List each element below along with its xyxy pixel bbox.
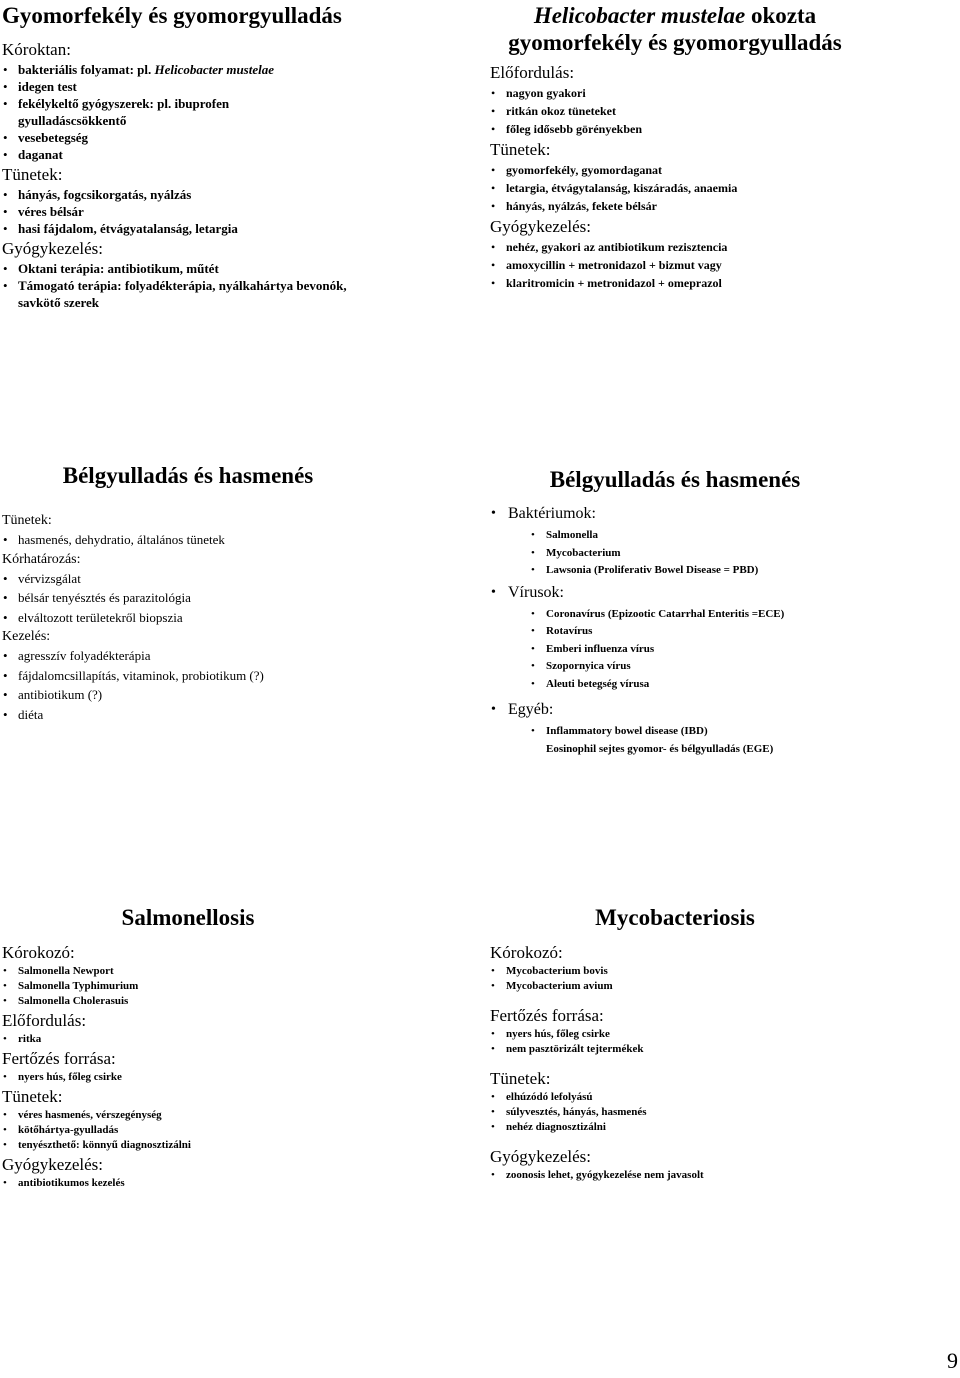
section-heading: Előfordulás: [490, 63, 575, 82]
slide-title: Gyomorfekély és gyomorgyulladás [2, 3, 342, 28]
list-item: • hányás, nyálzás, fekete bélsár [490, 197, 950, 215]
list-gyogykezeles [2, 1176, 462, 1191]
list-item: • Baktériumok: [490, 501, 950, 527]
section-heading: Gyógykezelés: [2, 239, 104, 258]
section-heading: Kórokozó: [490, 943, 563, 962]
slide-belgyulladas-1 [2, 462, 462, 724]
list-item: • Támogató terápia: folyadékterápia, nyálkahártya bevonók, savkötő szerek [2, 277, 348, 311]
section-heading: Tünetek: [490, 140, 551, 159]
list-categories [490, 501, 950, 527]
section-heading: Előfordulás: [2, 1011, 87, 1030]
list-bakteriumok [490, 527, 950, 580]
slide-title: Mycobacteriosis [595, 905, 755, 930]
list-item: • nagyon gyakori [490, 84, 950, 102]
list-tunetek [490, 161, 950, 215]
list-tunetek [490, 1090, 950, 1135]
list-item: • agresszív folyadékterápia [2, 646, 462, 666]
slide-helicobacter [490, 2, 950, 292]
list-item: • tenyészthető: könnyű diagnosztizálni [2, 1138, 462, 1153]
list-categories [490, 580, 950, 606]
list-item: • antibiotikumos kezelés [2, 1176, 462, 1191]
list-item: • súlyvesztés, hányás, hasmenés [490, 1105, 950, 1120]
list-item: • gyomorfekély, gyomordaganat [490, 161, 950, 179]
list-item: • ritkán okoz tüneteket [490, 102, 950, 120]
list-tunetek [2, 1108, 462, 1153]
section-heading: Tünetek: [490, 1069, 551, 1088]
list-item: • Szopornyica vírus [530, 658, 950, 676]
list-fertozes-forrasa [2, 1070, 462, 1085]
list-item: • idegen test [2, 78, 462, 95]
list-item: • letargia, étvágytalanság, kiszáradás, anaemia [490, 179, 950, 197]
list-item: • Rotavírus [530, 623, 950, 641]
list-item: • Vírusok: [490, 580, 950, 606]
list-tunetek [2, 186, 462, 237]
list-gyogykezeles [490, 238, 950, 292]
list-korhatarozas [2, 569, 462, 628]
list-korokozo [490, 964, 950, 994]
section-heading: Kórhatározás: [2, 551, 81, 567]
page-number: 9 [947, 1348, 958, 1373]
list-item: • klaritromicin + metronidazol + omeprazol [490, 274, 950, 292]
list-item: • Lawsonia (Proliferativ Bowel Disease = PBD) [530, 562, 950, 580]
list-item: • Egyéb: [490, 697, 950, 723]
section-heading: Kezelés: [2, 629, 51, 644]
list-item: • véres bélsár [2, 203, 462, 220]
list-item: • Aleuti betegség vírusa [530, 676, 950, 694]
slide-title: Helicobacter mustelae okozta gyomorfekély és gyomorgyulladás [508, 3, 842, 55]
list-gyogykezeles [2, 260, 462, 311]
list-item: • ritka [2, 1032, 462, 1047]
slide-title: Bélgyulladás és hasmenés [62, 463, 314, 488]
list-item: • főleg idősebb görényekben [490, 120, 950, 138]
list-item: • fájdalomcsillapítás, vitaminok, probiotikum (?) [2, 666, 462, 686]
list-item: • vesebetegség [2, 129, 462, 146]
section-heading: Fertőzés forrása: [2, 1049, 116, 1068]
list-item: • Mycobacterium [530, 545, 950, 563]
slide-mycobacteriosis [490, 904, 950, 1183]
list-item: • nyers hús, főleg csirke [490, 1027, 950, 1042]
slide-belgyulladas-2 [490, 466, 950, 758]
list-elofordulas [490, 84, 950, 138]
section-heading: Gyógykezelés: [2, 1155, 104, 1174]
list-virusok [490, 606, 950, 694]
list-korokozo [2, 964, 462, 1009]
list-elofordulas [2, 1032, 462, 1047]
list-item: • Salmonella Typhimurium [2, 979, 462, 994]
list-item: • hasi fájdalom, étvágyatalanság, letargia [2, 220, 462, 237]
slide-title: Bélgyulladás és hasmenés [549, 467, 801, 492]
section-heading: Gyógykezelés: [490, 217, 592, 236]
slide-title: Salmonellosis [121, 905, 255, 930]
section-heading: Fertőzés forrása: [490, 1006, 604, 1025]
list-tunetek [2, 530, 462, 550]
list-gyogykezeles [490, 1168, 950, 1183]
list-item: • bakteriális folyamat: pl. Helicobacter mustelae [2, 61, 462, 78]
list-item: • Mycobacterium bovis [490, 964, 950, 979]
list-item: • nehéz diagnosztizálni [490, 1120, 950, 1135]
list-item: • diéta [2, 705, 462, 725]
list-korotkan [2, 61, 462, 163]
list-egyeb [490, 723, 950, 741]
list-item: • daganat [2, 146, 462, 163]
list-item: • Inflammatory bowel disease (IBD) [530, 723, 950, 741]
list-item: • fekélykeltő gyógyszerek: pl. ibuprofen gyulladáscsökkentő [2, 95, 278, 129]
section-heading: Kóroktan: [2, 40, 71, 59]
list-item: • nem pasztörizált tejtermékek [490, 1042, 950, 1057]
list-item: • Emberi influenza vírus [530, 641, 950, 659]
list-item: • elváltozott területekről biopszia [2, 608, 462, 628]
list-item: • vérvizsgálat [2, 569, 462, 589]
list-item: • nyers hús, főleg csirke [2, 1070, 462, 1085]
section-heading: Tünetek: [2, 165, 63, 184]
list-fertozes-forrasa [490, 1027, 950, 1057]
slide-gyomorfekely [2, 2, 462, 311]
list-item: • hasmenés, dehydratio, általános tünetek [2, 530, 462, 550]
list-item: • antibiotikum (?) [2, 685, 462, 705]
list-item: • Salmonella Cholerasuis [2, 994, 462, 1009]
list-item: • nehéz, gyakori az antibiotikum rezisztencia [490, 238, 950, 256]
list-item: • Coronavírus (Epizootic Catarrhal Enteritis =ECE) [530, 606, 950, 624]
section-heading: Kórokozó: [2, 943, 75, 962]
list-item: • zoonosis lehet, gyógykezelése nem javasolt [490, 1168, 950, 1183]
list-item: • Salmonella [530, 527, 950, 545]
list-item: • hányás, fogcsikorgatás, nyálzás [2, 186, 462, 203]
section-heading: Gyógykezelés: [490, 1147, 592, 1166]
list-item: • Oktani terápia: antibiotikum, műtét [2, 260, 462, 277]
list-item: • kötőhártya-gyulladás [2, 1123, 462, 1138]
list-item-text: Eosinophil sejtes gyomor- és bélgyulladás (EGE) [546, 742, 774, 755]
list-item: • bélsár tenyésztés és parazitológia [2, 588, 462, 608]
list-item: • amoxycillin + metronidazol + bizmut vagy [490, 256, 950, 274]
list-item: • elhúzódó lefolyású [490, 1090, 950, 1105]
section-heading: Tünetek: [2, 1087, 63, 1106]
slide-salmonellosis [2, 904, 462, 1191]
list-item: • Salmonella Newport [2, 964, 462, 979]
section-heading: Tünetek: [2, 513, 52, 528]
list-kezeles [2, 646, 462, 724]
list-categories [490, 697, 950, 723]
list-item: • Mycobacterium avium [490, 979, 950, 994]
list-item: • véres hasmenés, vérszegénység [2, 1108, 462, 1123]
